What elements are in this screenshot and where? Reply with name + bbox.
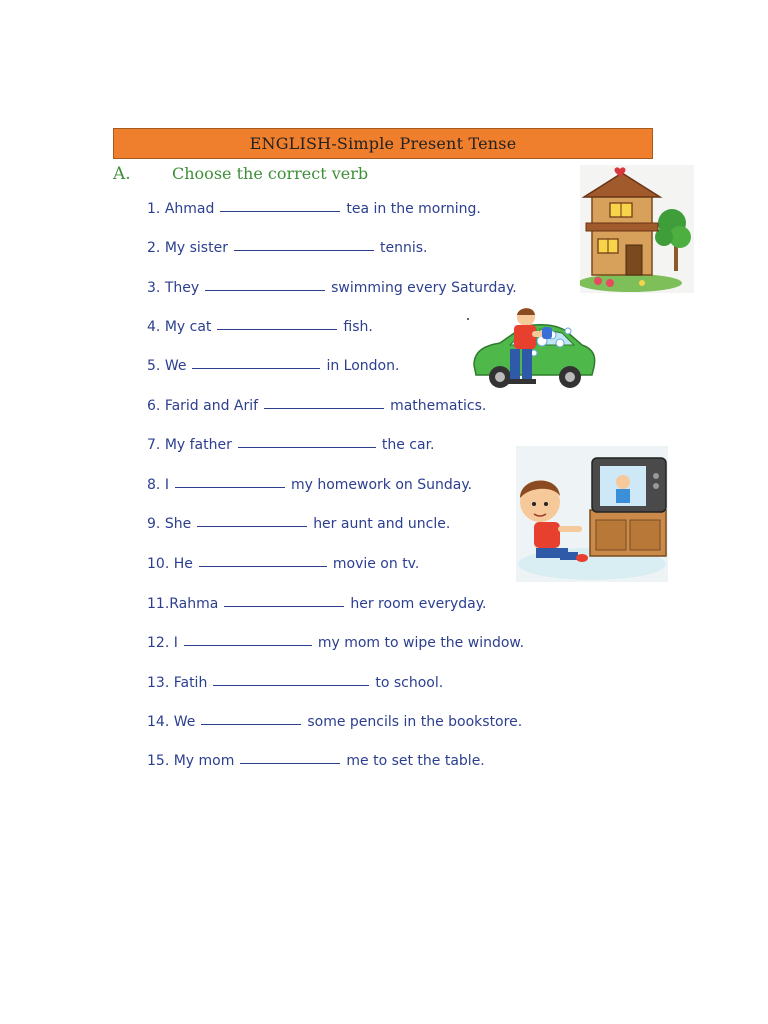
question-2 [147,239,427,256]
question-9 [147,515,450,532]
question-number: 11. [147,596,170,612]
question-rest: some pencils in the bookstore. [307,714,523,730]
question-number: 2. [147,240,161,256]
question-8 [147,476,472,493]
answer-blank[interactable] [197,514,307,527]
question-rest: my mom to wipe the window. [317,635,525,651]
section-instruction: Choose the correct verb [172,164,369,183]
question-5 [147,357,399,374]
question-subject: They [164,280,200,296]
question-12 [147,634,524,651]
question-rest: her aunt and uncle. [313,516,451,532]
question-rest: swimming every Saturday. [331,280,517,296]
question-rest: in London. [326,358,400,374]
question-subject: We [164,358,187,374]
answer-blank[interactable] [201,712,301,725]
question-1 [147,200,481,217]
question-subject: Rahma [169,596,219,612]
question-rest: me to set the table. [346,753,485,769]
question-number: 13. [147,675,170,691]
question-3 [147,279,517,296]
answer-blank[interactable] [264,396,384,409]
question-number: 1. [147,201,161,217]
question-rest: tea in the morning. [346,201,481,217]
question-number: 12. [147,635,170,651]
worksheet-title: ENGLISH-Simple Present Tense [249,134,517,153]
answer-blank[interactable] [213,673,369,686]
stray-dot [467,318,469,320]
question-rest: mathematics. [390,398,487,414]
worksheet-title-bar [113,128,653,159]
question-rest: to school. [375,675,444,691]
answer-blank[interactable] [234,238,374,251]
question-4 [147,318,373,335]
question-subject: He [173,556,193,572]
question-6 [147,397,486,414]
question-subject: I [164,477,169,493]
question-subject: She [164,516,192,532]
question-subject: We [173,714,196,730]
question-subject: Farid and Arif [164,398,259,414]
house-illustration-icon [580,165,694,293]
boy-watching-tv-icon [516,446,668,582]
question-rest: movie on tv. [332,556,420,572]
answer-blank[interactable] [224,594,344,607]
question-15 [147,752,485,769]
question-10 [147,555,419,572]
answer-blank[interactable] [220,199,340,212]
section-letter: A. [113,164,131,184]
answer-blank[interactable] [205,278,325,291]
answer-blank[interactable] [240,751,340,764]
question-number: 15. [147,753,170,769]
question-rest: her room everyday. [350,596,487,612]
question-14 [147,713,522,730]
question-rest: tennis. [379,240,428,256]
answer-blank[interactable] [175,475,285,488]
question-subject: My father [164,437,232,453]
question-subject: My mom [173,753,235,769]
question-number: 5. [147,358,161,374]
question-number: 14. [147,714,170,730]
question-number: 10. [147,556,170,572]
question-7 [147,436,435,453]
answer-blank[interactable] [184,633,312,646]
question-13 [147,674,443,691]
answer-blank[interactable] [238,435,376,448]
question-11 [147,595,486,612]
boy-washing-car-icon [470,305,598,393]
question-number: 6. [147,398,161,414]
question-number: 7. [147,437,161,453]
question-number: 4. [147,319,161,335]
question-number: 9. [147,516,161,532]
question-number: 8. [147,477,161,493]
question-subject: I [173,635,178,651]
question-rest: fish. [343,319,373,335]
question-number: 3. [147,280,161,296]
question-subject: My cat [164,319,212,335]
question-subject: My sister [164,240,228,256]
question-subject: Ahmad [164,201,215,217]
question-rest: my homework on Sunday. [290,477,473,493]
answer-blank[interactable] [192,356,320,369]
answer-blank[interactable] [199,554,327,567]
question-rest: the car. [381,437,435,453]
question-subject: Fatih [173,675,208,691]
answer-blank[interactable] [217,317,337,330]
